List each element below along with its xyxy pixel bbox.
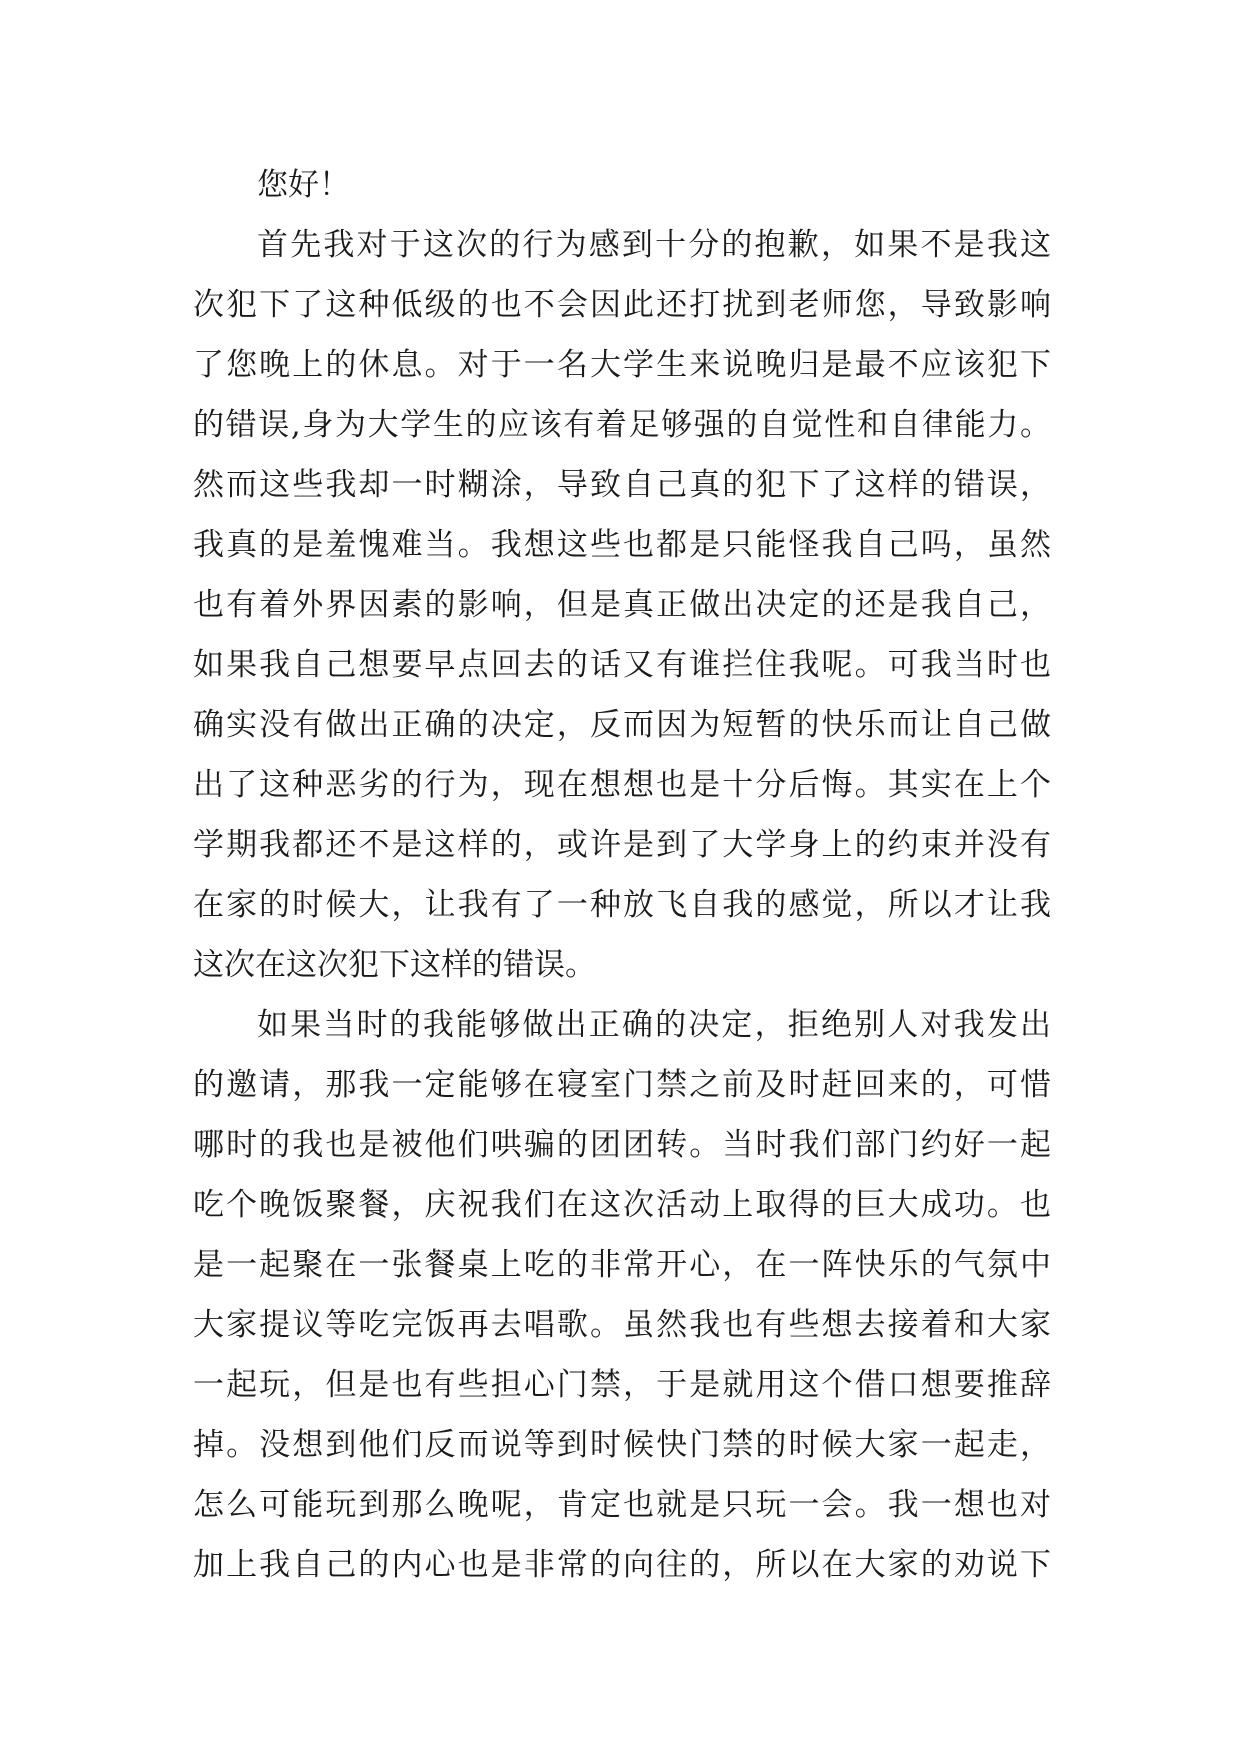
text-line: 学期我都还不是这样的，或许是到了大学身上的约束并没有 — [193, 827, 1051, 863]
letter-body — [193, 155, 1051, 1595]
paragraph-2 — [193, 995, 1051, 1595]
text-line: 如果我自己想要早点回去的话又有谁拦住我呢。可我当时也 — [193, 647, 1051, 683]
greeting: 您好！ — [257, 167, 350, 203]
text-line: 哪时的我也是被他们哄骗的团团转。当时我们部门约好一起 — [193, 1127, 1051, 1163]
text-line: 我真的是羞愧难当。我想这些也都是只能怪我自己吗，虽然 — [193, 527, 1051, 563]
text-line: 了您晚上的休息。对于一名大学生来说晚归是最不应该犯下 — [193, 347, 1051, 383]
text-line: 怎么可能玩到那么晚呢，肯定也就是只玩一会。我一想也对 — [193, 1487, 1051, 1523]
text-line: 如果当时的我能够做出正确的决定，拒绝别人对我发出 — [257, 1007, 1051, 1043]
text-line: 是一起聚在一张餐桌上吃的非常开心，在一阵快乐的气氛中 — [193, 1247, 1051, 1283]
text-line: 大家提议等吃完饭再去唱歌。虽然我也有些想去接着和大家 — [193, 1307, 1051, 1343]
text-line: 在家的时候大，让我有了一种放飞自我的感觉，所以才让我 — [193, 887, 1051, 923]
text-line: 出了这种恶劣的行为，现在想想也是十分后悔。其实在上个 — [193, 767, 1051, 803]
text-line: 一起玩，但是也有些担心门禁，于是就用这个借口想要推辞 — [193, 1367, 1051, 1403]
text-line: 的错误,身为大学生的应该有着足够强的自觉性和自律能力。 — [193, 407, 1051, 443]
text-line: 的邀请，那我一定能够在寝室门禁之前及时赶回来的，可惜 — [193, 1067, 1051, 1103]
text-line: 这次在这次犯下这样的错误。 — [193, 947, 596, 983]
text-line: 然而这些我却一时糊涂，导致自己真的犯下了这样的错误， — [193, 467, 1051, 503]
text-line: 加上我自己的内心也是非常的向往的，所以在大家的劝说下 — [193, 1547, 1051, 1583]
text-line: 次犯下了这种低级的也不会因此还打扰到老师您，导致影响 — [193, 287, 1051, 323]
text-line: 确实没有做出正确的决定，反而因为短暂的快乐而让自己做 — [193, 707, 1051, 743]
text-line: 掉。没想到他们反而说等到时候快门禁的时候大家一起走， — [193, 1427, 1051, 1463]
text-line: 吃个晚饭聚餐，庆祝我们在这次活动上取得的巨大成功。也 — [193, 1187, 1051, 1223]
text-line: 也有着外界因素的影响，但是真正做出决定的还是我自己， — [193, 587, 1051, 623]
text-line: 首先我对于这次的行为感到十分的抱歉，如果不是我这 — [257, 227, 1051, 263]
paragraph-1 — [193, 215, 1051, 995]
